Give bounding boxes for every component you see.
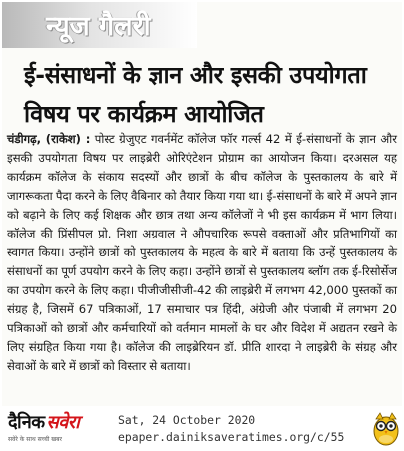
article-headline: ई-संसाधनों के ज्ञान और इसकी उपयोगता विषय पर कार्यक्रम आयोजित bbox=[24, 61, 367, 128]
logo-wordmark bbox=[8, 410, 79, 434]
logo-savera-text: सवेरा bbox=[46, 412, 80, 433]
article-dateline: चंडीगढ़, (राकेश) : bbox=[7, 132, 91, 146]
logo-dainik-text: दैनिक bbox=[8, 412, 45, 433]
owl-icon bbox=[372, 412, 400, 446]
section-banner bbox=[2, 2, 197, 48]
edition-date: Sat, 24 October 2020 bbox=[118, 413, 256, 427]
epaper-footer bbox=[0, 406, 404, 451]
epaper-url[interactable]: epaper.dainiksaveratimes.org/c/55 bbox=[118, 430, 345, 444]
article-text: पोस्ट ग्रेजुएट गवर्नमेंट कॉलेज फॉर गर्ल्स 42 में ई-संसाधनों के ज्ञान और इसकी उपयोगता विषय पर लाइब्रेरी ओरिएंटेशन प्रोग्राम का आयोजन किया। दरअसल यह कार्यक्रम कॉलेज के संकाय सदस्यों और छात्रों के बीच कॉलेज के पुस्तकालय के बारे में जागरूकता पैदा करने के लिए वैबिनार को तैयार किया गया था। ई-संसाधनों के बारे में अपने ज्ञान को बढ़ाने के लिए कई शिक्षक और छात्र तथा अन्य कॉलेजों ने भी इस कार्यक्रम में भाग लिया। कॉलेज की प्रिंसीपल प्रो. निशा अग्रवाल ने औपचारिक रूपसे वक्ताओं और प्रतिभागियों का स्वागत किया। उन्होंने छात्रों को पुस्तकालय के महत्व के बारे में बताया कि उन्हें पुस्तकालय के संसाधनों का पूर्ण उपयोग करने के लिए कहा। उन्होंने छात्रों से पुस्तकालय ब्लॉग तक ई-रिसोर्सेज का उपयोग करने के लिए कहा। पीजीजीसीजी-42 की लाइब्रेरी में लगभग 42,000 पुस्तकों का संग्रह है, जिसमें 67 पत्रिकाओं, 17 समाचार पत्र हिंदी, अंग्रेजी और पंजाबी में लगभग 20 पत्रिकाओं को छात्रों और कर्मचारियों को वर्तमान मामलों के घर और विदेश में अद्यतन रखने के लिए संग्रहित किया गया है। कॉलेज की लाइब्रेरियन डॉ. प्रीति शारदा ने लाइब्रेरी के संग्रह और सेवाओं के बारे में छात्रों को विस्तार से बताया। bbox=[7, 132, 398, 373]
article-body bbox=[7, 130, 397, 376]
section-banner-label: न्यूज गैलरी bbox=[46, 11, 151, 42]
logo-tagline: सवेरे के साथ सच्ची खबर bbox=[8, 436, 62, 443]
dainik-savera-logo[interactable] bbox=[8, 410, 104, 446]
news-clipping bbox=[2, 2, 402, 406]
